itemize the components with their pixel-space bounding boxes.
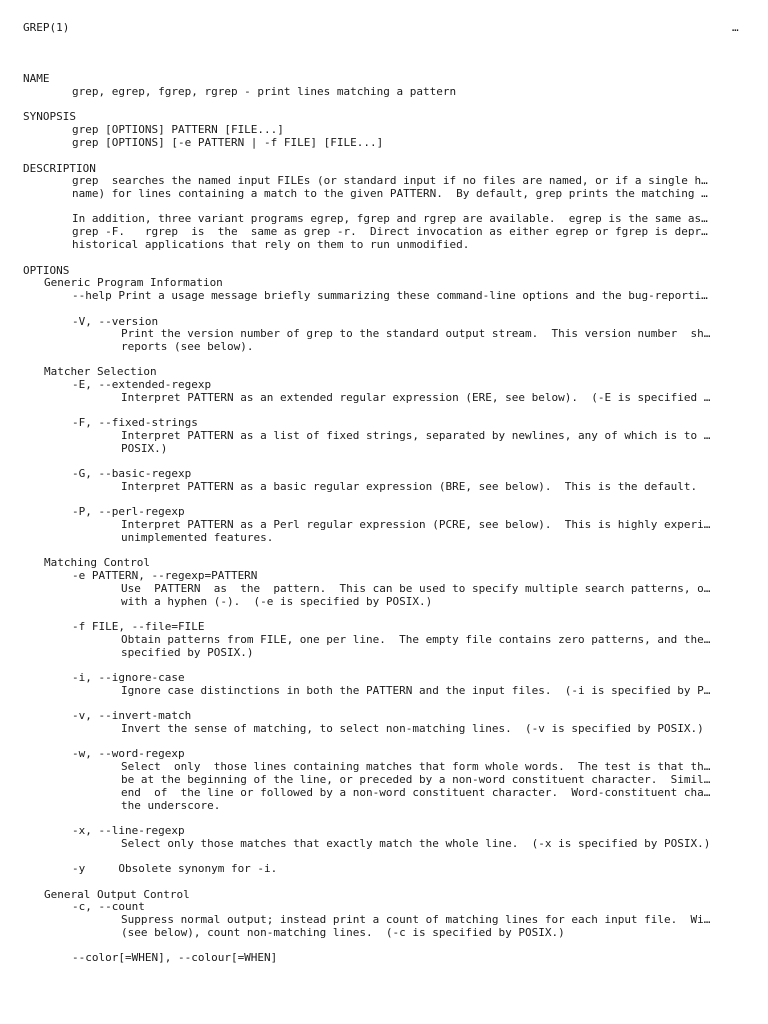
text-line: grep, egrep, fgrep, rgrep - print lines matching a pattern xyxy=(72,85,457,98)
text-line: reports (see below). xyxy=(121,340,254,353)
option-name: --color[=WHEN], --colour[=WHEN] xyxy=(72,951,278,964)
text-line: (see below), count non-matching lines. (-c is specified by POSIX.) xyxy=(121,926,565,939)
option-name: -w, --word-regexp xyxy=(72,747,185,760)
text-line: Suppress normal output; instead print a count of matching lines for each input file. Wi… xyxy=(121,913,711,926)
section-heading: DESCRIPTION xyxy=(23,162,96,175)
text-line: Select only those lines containing matches that form whole words. The test is that th… xyxy=(121,760,711,773)
text-line: Interpret PATTERN as a Perl regular expression (PCRE, see below). This is highly experi… xyxy=(121,518,711,531)
option-name: -P, --perl-regexp xyxy=(72,505,185,518)
section-heading: OPTIONS xyxy=(23,264,70,277)
section-heading: SYNOPSIS xyxy=(23,110,76,123)
text-line: grep [OPTIONS] PATTERN [FILE...] xyxy=(72,123,284,136)
subsection-heading: Matcher Selection xyxy=(44,365,157,378)
text-line: In addition, three variant programs egrep, fgrep and rgrep are available. egrep is the same as… xyxy=(72,212,708,225)
text-line: Ignore case distinctions in both the PATTERN and the input files. (-i is specified by P… xyxy=(121,684,711,697)
text-line: grep -F. rgrep is the same as grep -r. Direct invocation as either egrep or fgrep is depr… xyxy=(72,225,708,238)
text-line: Obtain patterns from FILE, one per line. The empty file contains zero patterns, and the… xyxy=(121,633,711,646)
text-line: be at the beginning of the line, or preceded by a non-word constituent character. Simil… xyxy=(121,773,711,786)
text-line: end of the line or followed by a non-word constituent character. Word-constituent cha… xyxy=(121,786,711,799)
subsection-heading: Matching Control xyxy=(44,556,150,569)
text-line: Select only those matches that exactly match the whole line. (-x is specified by POSIX.) xyxy=(121,837,711,850)
text-line: Invert the sense of matching, to select non-matching lines. (-v is specified by POSIX.) xyxy=(121,722,704,735)
text-line: the underscore. xyxy=(121,799,221,812)
text-line: Print the version number of grep to the standard output stream. This version number sh… xyxy=(121,327,711,340)
text-line: name) for lines containing a match to the given PATTERN. By default, grep prints the matching … xyxy=(72,187,708,200)
option-name: -e PATTERN, --regexp=PATTERN xyxy=(72,569,258,582)
text-line: --help Print a usage message briefly summarizing these command-line options and the bug-reporti… xyxy=(72,289,708,302)
text-line: Interpret PATTERN as a basic regular expression (BRE, see below). This is the default. xyxy=(121,480,698,493)
option-name: -v, --invert-match xyxy=(72,709,192,722)
text-line: specified by POSIX.) xyxy=(121,646,254,659)
header-left: GREP(1) xyxy=(23,21,70,34)
subsection-heading: General Output Control xyxy=(44,888,190,901)
option-name: -F, --fixed-strings xyxy=(72,416,198,429)
text-line: grep searches the named input FILEs (or standard input if no files are named, or if a single h… xyxy=(72,174,708,187)
text-line: Interpret PATTERN as an extended regular expression (ERE, see below). (-E is specified … xyxy=(121,391,711,404)
text-line: with a hyphen (-). (-e is specified by POSIX.) xyxy=(121,595,433,608)
option-name: -f FILE, --file=FILE xyxy=(72,620,205,633)
option-name: -c, --count xyxy=(72,900,145,913)
text-line: Interpret PATTERN as a list of fixed strings, separated by newlines, any of which is to … xyxy=(121,429,711,442)
subsection-heading: Generic Program Information xyxy=(44,276,223,289)
option-name: -x, --line-regexp xyxy=(72,824,185,837)
text-line: grep [OPTIONS] [-e PATTERN | -f FILE] [FILE...] xyxy=(72,136,384,149)
text-line: -y Obsolete synonym for -i. xyxy=(72,862,278,875)
text-line: POSIX.) xyxy=(121,442,168,455)
option-name: -i, --ignore-case xyxy=(72,671,185,684)
option-name: -E, --extended-regexp xyxy=(72,378,212,391)
header-right: … xyxy=(732,21,739,34)
option-name: -G, --basic-regexp xyxy=(72,467,192,480)
text-line: unimplemented features. xyxy=(121,531,274,544)
text-line: Use PATTERN as the pattern. This can be used to specify multiple search patterns, o… xyxy=(121,582,711,595)
section-heading: NAME xyxy=(23,72,50,85)
text-line: historical applications that rely on them to run unmodified. xyxy=(72,238,470,251)
option-name: -V, --version xyxy=(72,315,159,328)
